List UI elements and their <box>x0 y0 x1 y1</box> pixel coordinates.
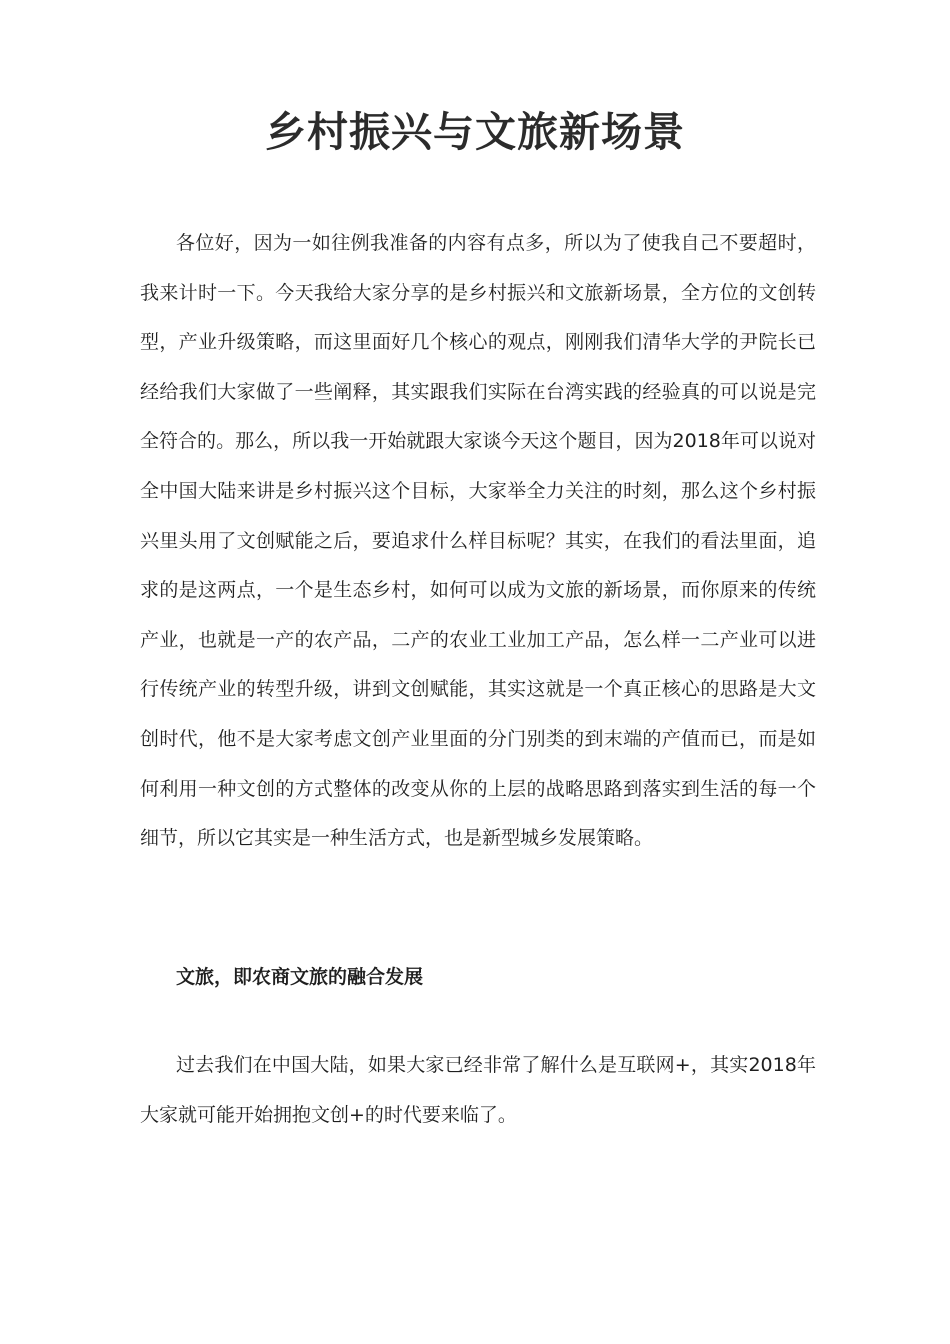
section-subheading: 文旅，即农商文旅的融合发展 <box>176 966 424 988</box>
document-title: 乡村振兴与文旅新场景 <box>265 108 685 156</box>
body-paragraph-2: 过去我们在中国大陆，如果大家已经非常了解什么是互联网+，其实2018年大家就可能开始拥抱文创+的时代要来临了。 <box>140 1054 816 1126</box>
body-paragraph-1: 各位好，因为一如往例我准备的内容有点多，所以为了使我自己不要超时，我来计时一下。今天我给大家分享的是乡村振兴和文旅新场景，全方位的文创转型，产业升级策略，而这里面好几个核心的观点，刚刚我们清华大学的尹院长已经给我们大家做了一些阐释，其实跟我们实际在台湾实践的经验真的可以说是完全符合的。那么，所以我一开始就跟大家谈今天这个题目，因为2018年可以说对全中国大陆来讲是乡村振兴这个目标，大家举全力关注的时刻，那么这个乡村振兴里头用了文创赋能之后，要追求什么样目标呢？其实，在我们的看法里面，追求的是这两点，一个是生态乡村，如何可以成为文旅的新场景，而你原来的传统产业，也就是一产的农产品，二产的农业工业加工产品，怎么样一二产业可以进行传统产业的转型升级，讲到文创赋能，其实这就是一个真正核心的思路是大文创时代，他不是大家考虑文创产业里面的分门别类的到末端的产值而已，而是如何利用一种文创的方式整体的改变从你的上层的战略思路到落实到生活的每一个细节，所以它其实是一种生活方式，也是新型城乡发展策略。 <box>140 232 816 850</box>
